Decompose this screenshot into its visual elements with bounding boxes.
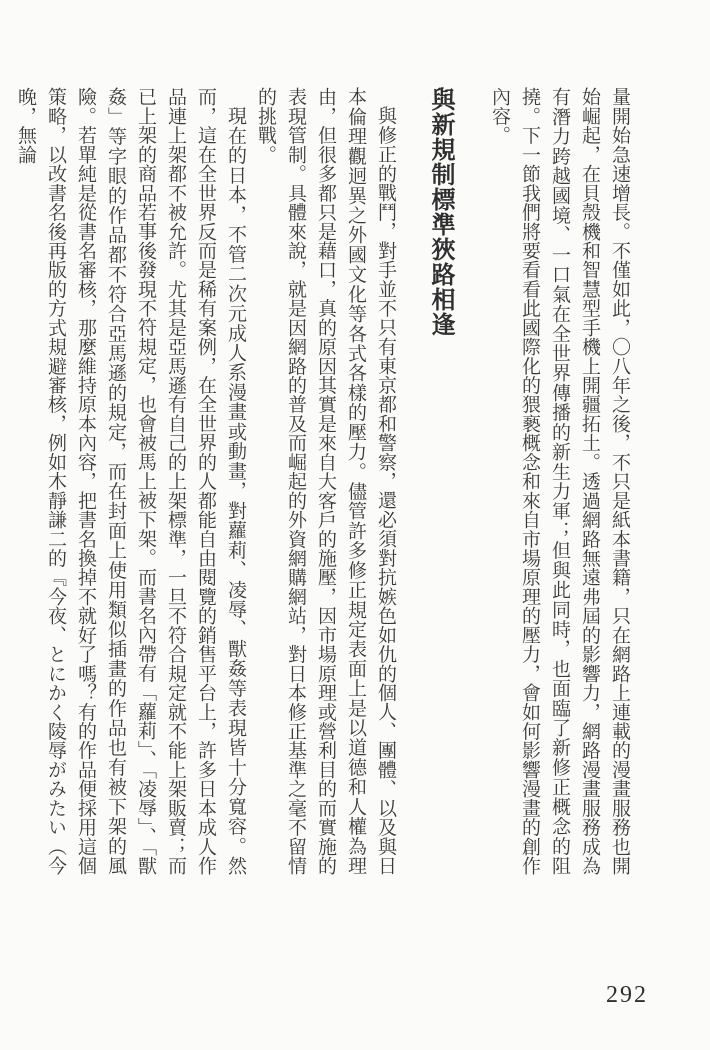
body-paragraph: 現在的日本，不管二次元成人系漫畫或動畫，對蘿莉、凌辱、獸姦等表現皆十分寬容。然而，這在全世界反而是稀有案例，在全世界的人都能自由閱覽的銷售平台上，許多日本成人作品連上架都不被允許。尤其是亞馬遜有自己的上架標準，一旦不符合規定就不能上架販賣；而已上架的商品若事後發現不符規定，也會被馬上被下架。而書名內帶有「蘿莉」、「凌辱」、「獸姦」等字眼的作品都不符合亞馬遜的規定，而在封面上使用類似插畫的作品也有被下架的風險。若單純是從書名審核，那麼維持原本內容，把書名換掉不就好了嗎？有的作品便採用這個策略，以改書名後再版的方式規避審核，例如木靜謙二的『今夜、とにかく陵辱がみたい（今晚，無論 [15,87,246,875]
body-paragraph: 與修正的戰鬥，對手並不只有東京都和警察，還必須對抗嫉色如仇的個人、團體、以及與日本倫理觀迥異之外國文化等各式各樣的壓力。儘管許多修正規定表面上是以道德和人權為理由，但很多都只是藉口，真的原因其實是來自大客戶的施壓，因市場原理或營利目的而實施的表現管制。具體來說，就是因網路的普及而崛起的外資網購網站，對日本修正基準之毫不留情的挑戰。 [255,87,396,875]
vertical-text-block [10,87,634,875]
body-paragraph: 量開始急速增長。不僅如此，〇八年之後，不只是紙本書籍，只在網路上連載的漫畫服務也開始崛起，在貝殼機和智慧型手機上開疆拓土。透過網路無遠弗屆的影響力，網路漫畫服務成為有潛力跨越國境、一口氣在全世界傳播的新生力軍；但與此同時，也面臨了新修正概念的阻撓。下一節我們將要看看此國際化的猥褻概念和來自市場原理的壓力，會如何影響漫畫的創作內容。 [489,87,630,875]
page-number: 292 [606,982,648,1008]
section-heading: 與新規制標準狹路相逢 [427,87,453,337]
